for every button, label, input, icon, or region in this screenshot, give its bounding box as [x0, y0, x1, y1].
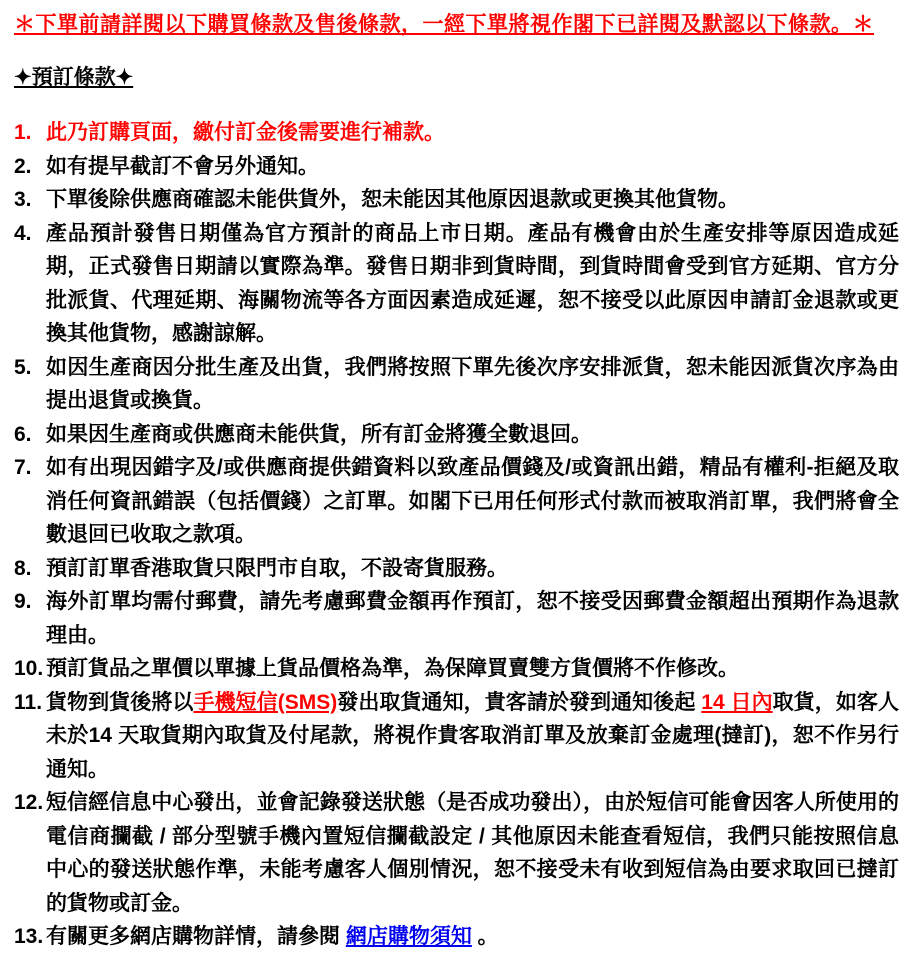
terms-list — [12, 116, 899, 954]
item-number: 3. — [14, 188, 32, 211]
item-text — [46, 183, 899, 217]
list-item — [12, 552, 899, 586]
text-segment: 貨物到貨後將以 — [46, 690, 194, 714]
text-segment: 。 — [471, 925, 499, 948]
text-segment: 如果因生產商或供應商未能供貨，所有訂金將獲全數退回。 — [46, 422, 592, 446]
item-number: 5. — [14, 355, 32, 379]
item-text — [46, 351, 899, 418]
item-number: 12. — [14, 791, 44, 814]
list-item — [12, 652, 899, 686]
item-number: 10. — [14, 657, 44, 680]
text-segment: 短信經信息中心發出，並會記錄發送狀態（是否成功發出），由於短信可能會因客人所使用的電信商攔截 / 部分型號手機內置短信攔截設定 / 其他原因未能查看短信，我們只能按照信息中心的發送狀態作準，未能考慮客人個別情況，恕不接受未有收到短信為由要求取回已撻訂的貨物或訂金。 — [46, 791, 899, 915]
item-number: 13. — [14, 925, 44, 948]
text-segment: 如有出現因錯字及/或供應商提供錯資料以致產品價錢及/或資訊出錯，精品有權利-拒絕及取消任何資訊錯誤（包括價錢）之訂單。如閣下已用任何形式付款而被取消訂單，我們將會全數退回已收取之款項。 — [46, 456, 899, 546]
text-segment: 如因生產商因分批生產及出貨，我們將按照下單先後次序安排派貨，恕未能因派貨次序為由提出退貨或換貨。 — [46, 355, 899, 412]
highlight-text: 手機短信(SMS) — [193, 690, 338, 714]
item-number: 11. — [14, 690, 43, 714]
item-text — [46, 786, 899, 920]
list-item — [12, 786, 899, 920]
text-segment: 有關更多網店購物詳情，請參閱 — [46, 925, 346, 948]
list-item — [12, 418, 899, 452]
item-text — [46, 217, 899, 351]
text-segment: 發出取貨通知，貴客請於發到通知後起 — [337, 690, 702, 714]
item-number: 8. — [14, 556, 32, 580]
list-item — [12, 451, 899, 552]
item-text — [46, 585, 899, 652]
item-text — [46, 552, 899, 586]
item-text — [46, 920, 899, 954]
item-text — [46, 451, 899, 552]
list-item — [12, 183, 899, 217]
list-item — [12, 150, 899, 184]
list-item — [12, 217, 899, 351]
text-segment: 預訂訂單香港取貨只限門市自取，不設寄貨服務。 — [46, 556, 508, 580]
text-segment: 如有提早截訂不會另外通知。 — [46, 154, 319, 178]
section-header: ✦預訂條款✦ — [14, 66, 134, 89]
item-number: 1. — [14, 121, 32, 144]
text-segment: 取貨，如客人未於14 天取貨期內取貨及付尾款，將視作貴客取消訂單及放棄訂金處理(撻訂)，恕不作另行通知。 — [46, 690, 899, 781]
list-item — [12, 686, 899, 787]
list-item — [12, 116, 899, 150]
page-title: ＊下單前請詳閱以下購買條款及售後條款，一經下單將視作閣下已詳閱及默認以下條款。＊ — [14, 13, 874, 36]
item-text — [46, 116, 899, 150]
shop-guide-link[interactable]: 網店購物須知 — [345, 925, 472, 948]
item-number: 7. — [14, 456, 32, 479]
list-item — [12, 585, 899, 652]
item-number: 2. — [14, 154, 32, 178]
item-number: 6. — [14, 422, 32, 446]
item-text — [46, 418, 899, 452]
text-segment: 海外訂單均需付郵費，請先考慮郵費金額再作預訂，恕不接受因郵費金額超出預期作為退款理由。 — [46, 590, 899, 647]
item-text — [46, 652, 899, 686]
text-segment: 產品預計發售日期僅為官方預計的商品上市日期。產品有機會由於生產安排等原因造成延期，正式發售日期請以實際為準。發售日期非到貨時間，到貨時間會受到官方延期、官方分批派貨、代理延期、海關物流等各方面因素造成延遲，恕不接受以此原因申請訂金退款或更換其他貨物，感謝諒解。 — [46, 221, 899, 345]
item-number: 9. — [14, 590, 32, 613]
item-number: 4. — [14, 221, 32, 245]
text-segment: 預訂貨品之單價以單據上貨品價格為準，為保障買賣雙方貨價將不作修改。 — [46, 657, 739, 680]
list-item — [12, 351, 899, 418]
text-segment: 下單後除供應商確認未能供貨外，恕未能因其他原因退款或更換其他貨物。 — [46, 188, 739, 211]
highlight-text: 14 日內 — [701, 690, 773, 714]
item-text — [46, 686, 899, 787]
highlight-text: 此乃訂購頁面，繳付訂金後需要進行補款。 — [46, 121, 445, 144]
list-item — [12, 920, 899, 954]
item-text — [46, 150, 899, 184]
